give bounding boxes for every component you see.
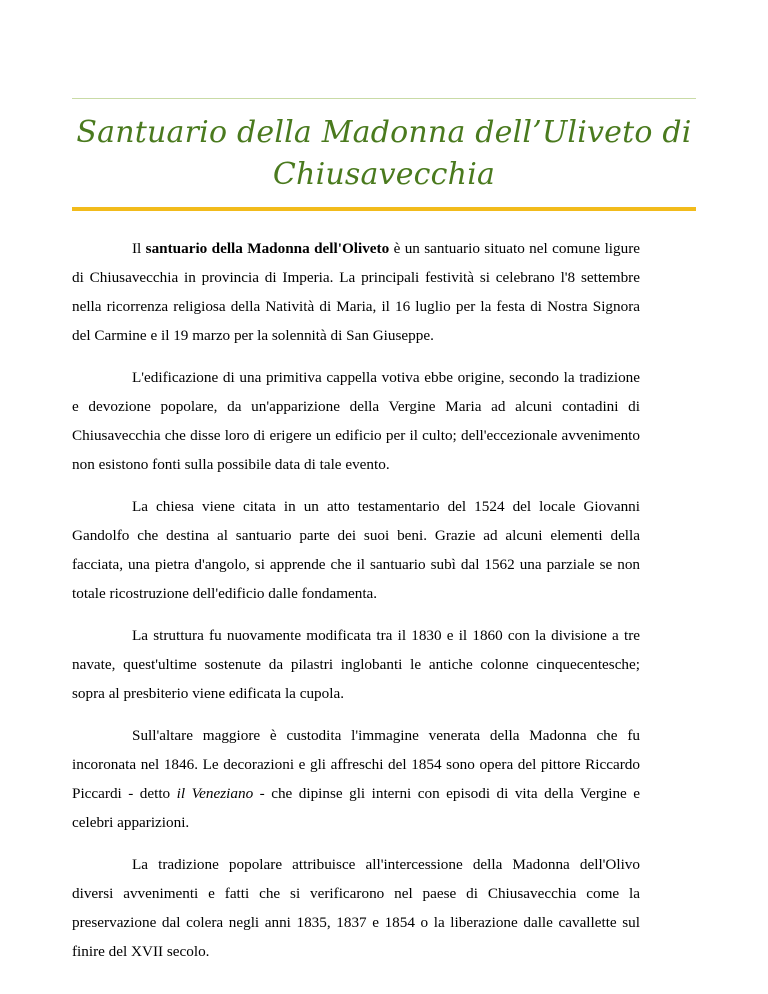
paragraph-structure: La struttura fu nuovamente modificata tra il 1830 e il 1860 con la divisione a tre navate, quest'ultime sostenute da pilastri inglobanti le antiche colonne cinquecentesche; sopra al presbiterio viene edificata la cupola. <box>72 627 640 702</box>
header-top-rule <box>72 98 696 99</box>
paragraph-intro-bold-subject: santuario della Madonna dell'Oliveto <box>145 240 390 257</box>
title-underline-rule <box>72 207 696 211</box>
paragraph-altar-lead: Sull'altare maggiore è custodita l'immagine venerata della Madonna che fu incoronata nel 1846. Le decorazioni e gli affreschi del 1854 sono opera del pittore Riccardo Piccardi - detto <box>72 727 640 802</box>
paragraph-altar <box>72 721 640 837</box>
paragraph-intro-lead: Il <box>132 240 146 257</box>
paragraph-history: La chiesa viene citata in un atto testamentario del 1524 del locale Giovanni Gandolfo che destina al santuario parte dei suoi beni. Grazie ad alcuni elementi della facciata, una pietra d'angolo, si apprende che il santuario subì dal 1562 una parziale se non totale ricostruzione dell'edificio dalle fondamenta. <box>72 498 640 602</box>
paragraph-intro-rest: è un santuario situato nel comune ligure di Chiusavecchia in provincia di Imperia. La principali festività si celebrano l'8 settembre nella ricorrenza religiosa della Natività di Maria, il 16 luglio per la festa di Nostra Signora del Carmine e il 19 marzo per la solennità di San Giuseppe. <box>72 240 641 344</box>
paragraph-altar-rest: - che dipinse gli interni con episodi di vita della Vergine e celebri apparizioni. <box>72 785 641 831</box>
paragraph-origins: L'edificazione di una primitiva cappella votiva ebbe origine, secondo la tradizione e devozione popolare, da un'apparizione della Vergine Maria ad alcuni contadini di Chiusavecchia che disse loro di erigere un edificio per il culto; dell'eccezionale avvenimento non esistono fonti sulla possibile data di tale evento. <box>72 369 640 473</box>
paragraph-tradition: La tradizione popolare attribuisce all'intercessione della Madonna dell'Olivo diversi avvenimenti e fatti che si verificarono nel paese di Chiusavecchia come la preservazione dal colera negli anni 1835, 1837 e 1854 o la liberazione dalle cavallette sul finire del XVII secolo. <box>72 856 640 960</box>
paragraph-intro <box>72 234 640 350</box>
page-title: Santuario della Madonna dell’Uliveto di Chiusavecchia <box>76 115 692 192</box>
document-body <box>72 234 640 979</box>
paragraph-altar-italic-nickname: il Veneziano <box>176 785 254 802</box>
